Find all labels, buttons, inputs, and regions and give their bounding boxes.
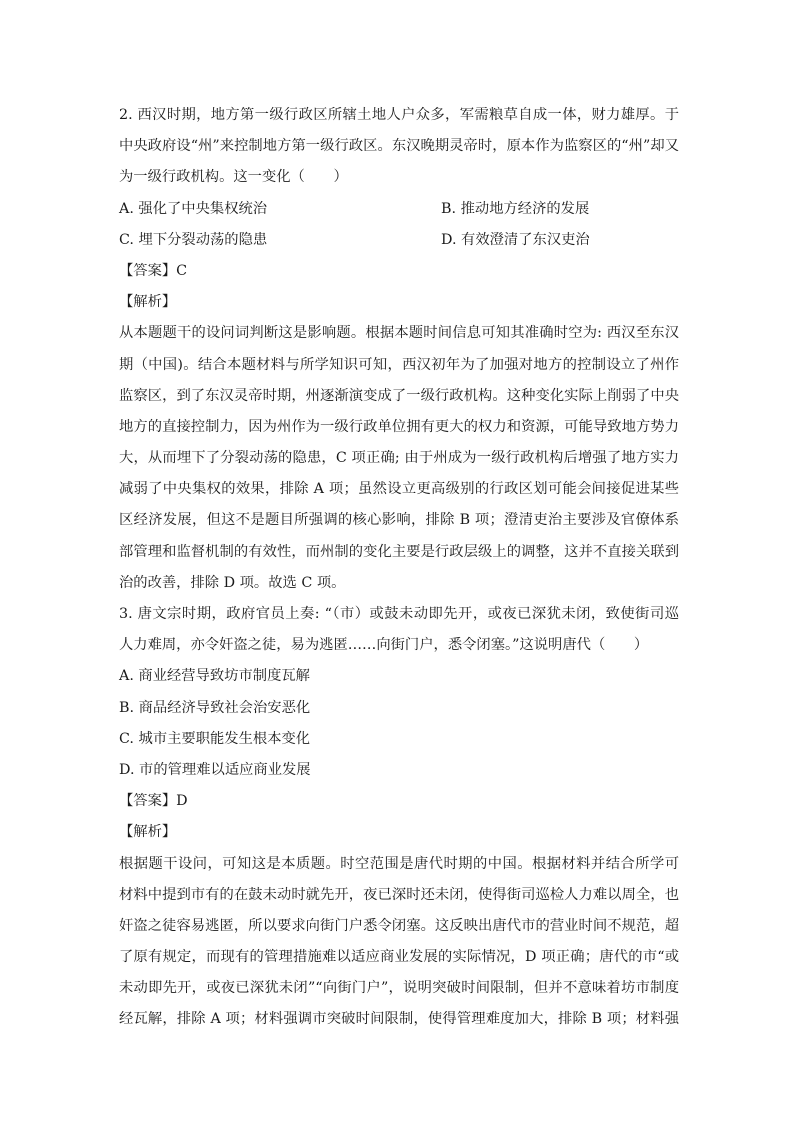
analysis-line: 减弱了中央集权的效果，排除 A 项；虽然设立更高级别的行政区划可能会间接促进某些: [119, 481, 679, 498]
analysis-line: 地方的直接控制力，因为州作为一级行政单位拥有更大的权力和资源，可能导致地方势力: [119, 418, 679, 435]
analysis-line: 大，从而埋下了分裂动荡的隐患，C 项正确; 由于州成为一级行政机构后增强了地方实力: [119, 450, 679, 467]
document-page: [119, 100, 679, 1036]
question-2-stem: [119, 100, 679, 194]
analysis-line: 从本题题干的设问词判断这是影响题。根据本题时间信息可知其准确时空为: 西汉至东汉: [119, 325, 679, 342]
question-2-options: [119, 194, 679, 256]
option-c: C. 城市主要职能发生根本变化: [119, 730, 311, 747]
stem-line: 人力难周，亦令奸盗之徒，易为逃匿……向街门户，悉令闭塞。”这说明唐代（ ）: [119, 637, 649, 654]
option-a: A. 商业经营导致坊市制度瓦解: [119, 668, 310, 685]
options-row: [119, 194, 679, 225]
options-row: [119, 225, 679, 256]
analysis-label: 【解析】: [119, 824, 177, 841]
analysis-line: 区经济发展，但这不是题目所强调的核心影响，排除 B 项；澄清吏治主要涉及官僚体系: [119, 512, 679, 529]
option-d: D. 市的管理难以适应商业发展: [119, 761, 311, 778]
answer-label: 【答案】D: [119, 793, 188, 810]
analysis-label: 【解析】: [119, 294, 177, 311]
analysis-line: 奸盗之徒容易逃匿，所以要求向街门户悉令闭塞。这反映出唐代市的营业时间不规范，超: [119, 917, 679, 934]
answer-label: 【答案】C: [119, 262, 188, 279]
question-3-stem: [119, 599, 679, 661]
option-b: B. 商品经济导致社会治安恶化: [119, 699, 311, 716]
question-3-analysis: [119, 849, 679, 1036]
analysis-line: 材料中提到市有的在鼓未动时就先开，夜已深时还未闭，使得街司巡检人力难以周全，也: [119, 886, 679, 903]
option-b: B. 推动地方经济的发展: [441, 200, 590, 217]
question-3: [119, 599, 679, 1036]
stem-line: 2. 西汉时期，地方第一级行政区所辖土地人户众多，军需粮草自成一体，财力雄厚。于: [119, 107, 679, 123]
analysis-line: 了原有规定，而现有的管理措施难以适应商业发展的实际情况，D 项正确；唐代的市“或: [119, 949, 679, 966]
analysis-line: 根据题干设问，可知这是本质题。时空范围是唐代时期的中国。根据材料并结合所学可: [119, 855, 679, 872]
analysis-line: 部管理和监督机制的有效性，而州制的变化主要是行政层级上的调整，这并不直接关联到: [119, 543, 679, 560]
stem-line: 中央政府设“州”来控制地方第一级行政区。东汉晚期灵帝时，原本作为监察区的“州”却又: [119, 138, 679, 155]
question-2: [119, 100, 679, 599]
option-d: D. 有效澄清了东汉吏治: [441, 231, 590, 248]
stem-line: 为一级行政机构。这一变化（ ）: [119, 169, 348, 186]
analysis-line: 经瓦解，排除 A 项；材料强调市突破时间限制，使得管理难度加大，排除 B 项；材料强: [119, 1011, 679, 1028]
analysis-line: 期（中国)。结合本题材料与所学知识可知，西汉初年为了加强对地方的控制设立了州作: [119, 356, 679, 373]
stem-line: 3. 唐文宗时期，政府官员上奏: “（市）或鼓未动即先开，或夜已深犹未闭，致使街司巡: [119, 606, 679, 622]
analysis-line: 监察区，到了东汉灵帝时期，州逐渐演变成了一级行政机构。这种变化实际上削弱了中央: [119, 387, 679, 404]
analysis-line: 治的改善，排除 D 项。故选 C 项。: [119, 574, 346, 591]
option-c: C. 埋下分裂动荡的隐患: [119, 231, 268, 248]
analysis-line: 未动即先开，或夜已深犹未闭”“向街门户”，说明突破时间限制，但并不意味着坊市制度: [119, 980, 679, 997]
question-2-analysis: [119, 318, 679, 599]
question-3-options: [119, 661, 679, 786]
option-a: A. 强化了中央集权统治: [119, 200, 268, 217]
